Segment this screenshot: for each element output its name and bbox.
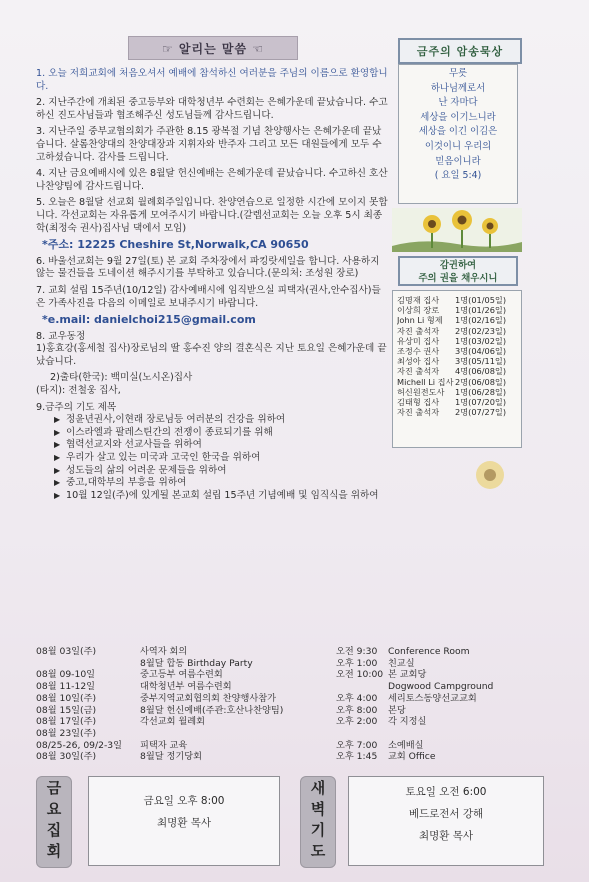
schedule-loc: 교회 Office [388, 751, 436, 763]
church-address: *주소: 12225 Cheshire St,Norwalk,CA 90650 [42, 238, 309, 252]
friday-service-time: 금요일 오후 8:00 [143, 795, 225, 807]
birthday-date: 1명(03/02일) [455, 335, 507, 346]
dawn-prayer-preacher: 최명환 목사 [418, 830, 474, 842]
notice-item-9-title: 9.금주의 기도 제목 [36, 401, 117, 413]
schedule-time: 오후 1:45 [336, 751, 378, 763]
birthday-list [392, 290, 522, 448]
birthday-date: 1명(06/28일) [455, 386, 507, 397]
birthday-row [397, 295, 521, 305]
schedule-date: 08월 03일(주) [36, 646, 97, 657]
notice-item-4: 4. 지난 금요예배시에 있은 8월달 헌신예배는 은혜가운데 끝났습니다. 수고하신 호산나찬양팀에 감사드립니다. [36, 168, 388, 192]
play-arrow-icon: ▶ [54, 440, 61, 450]
schedule-list [36, 646, 546, 763]
schedule-row [36, 751, 546, 763]
schedule-date: 08월 15일(금) [36, 704, 97, 716]
notice-item-8-1: 1)홍효강(홍세철 집사)장로님의 딸 홍수진 양의 결혼식은 지난 토요일 은혜가운데 끝났습니다. [36, 343, 387, 367]
prayer-item: ▶ 성도들의 삶의 어려운 문제들을 위하여 [54, 464, 227, 476]
prayer-item: ▶ 이스라엘과 팔레스틴간의 전쟁이 종료되기를 위해 [54, 426, 273, 438]
verse-line: 하나님께로서 [430, 82, 486, 94]
birthday-row [397, 387, 521, 397]
birthday-name: 자진 출석자 [397, 325, 440, 336]
prayer-item: ▶ 정윤년권사,이현래 장로님등 여러분의 건강을 위하여 [54, 414, 286, 426]
schedule-date: 08월 17일(주) [36, 716, 97, 728]
prayer-list [54, 414, 388, 502]
birthday-date: 1명(02/16일) [455, 315, 507, 326]
prayer-item: ▶ 협력선교지와 선교사들을 위하여 [54, 439, 202, 451]
sunflower-icon [470, 455, 510, 495]
schedule-date: 08월 09-10일 [36, 669, 96, 681]
schedule-date: 08월 30일(주) [36, 751, 97, 763]
schedule-time: 오후 7:00 [336, 739, 378, 751]
schedule-date [36, 658, 140, 670]
birthday-name: 유상미 집사 [397, 335, 440, 346]
schedule-date: 08월 10일(주) [36, 692, 97, 704]
schedule-time [336, 681, 388, 693]
play-arrow-icon: ▶ [54, 478, 61, 488]
schedule-row [36, 681, 546, 693]
schedule-event: 8월달 정기당회 [140, 751, 203, 763]
dawn-prayer-tag: 새벽기도 [300, 776, 336, 868]
schedule-time: 오후 2:00 [336, 716, 378, 728]
schedule-loc: 본당 [388, 704, 406, 716]
notice-item-8-title: 8. 교우동정 [36, 330, 86, 342]
birthday-row [397, 336, 521, 346]
schedule-row [36, 693, 546, 705]
schedule-event: 각선교회 월례회 [140, 716, 206, 728]
notice-item-5: 5. 오늘은 8월달 선교회 월례회주일입니다. 찬양연습으로 일정한 시간에 모이지 못합니다. 각선교회는 자유롭게 모여주시기 바랍니다.(갈렙선교회는 오늘 오후 5시 최종학(최정숙 권사)집사님 댁에서 모임) [36, 197, 388, 234]
birthday-date: 3명(05/11일) [455, 356, 507, 367]
schedule-loc: Conference Room [388, 646, 470, 657]
birthday-title: 감귄하여 주의 권을 채우시니 [398, 256, 518, 286]
schedule-loc: 각 지정실 [388, 716, 427, 728]
verse-line: 세상을 이긴 이김은 [418, 126, 498, 138]
verse-box [398, 64, 518, 204]
schedule-time [336, 728, 388, 740]
schedule-row [36, 646, 546, 658]
schedule-date: 08월 23일(주) [36, 727, 97, 739]
notice-item-3: 3. 지난주일 중부교협의회가 주관한 8.15 광복절 기념 찬양행사는 은혜가운데 끝났습니다. 살롬찬양대의 찬양대장과 지휘자와 반주자 그리고 모든 대원들에게 모두 수고하셨습니다. 감사를 드립니다. [36, 126, 382, 163]
birthday-date: 3명(04/06일) [455, 346, 507, 357]
birthday-row [397, 356, 521, 366]
notice-item-1: 1. 오늘 저희교회에 처음오셔서 예배에 참석하신 여러분을 주님의 이름으로 환영합니다. [36, 68, 388, 92]
verse-reference: ( 요일 5:4) [434, 170, 482, 182]
schedule-event [140, 728, 336, 740]
birthday-name: 최성아 집사 [397, 356, 440, 367]
friday-service-preacher: 최명환 목사 [156, 817, 212, 829]
verse-title: 금주의 암송묵상 [398, 38, 522, 64]
birthday-name: John Li 형제 [397, 315, 443, 326]
dawn-prayer-time: 토요일 오전 6:00 [405, 786, 487, 798]
dawn-prayer-box [348, 776, 544, 866]
schedule-loc: 본 교회당 [388, 669, 427, 681]
schedule-event: 8월달 헌신예배(주관:호산나찬양팀) [140, 704, 284, 716]
play-arrow-icon: ▶ [54, 415, 61, 425]
verse-line: 무릇 [448, 68, 468, 79]
notice-item-6: 6. 바울선교회는 9월 27일(토) 본 교회 주차장에서 파킹랏세일을 합니다. 사용하지 않는 물건들을 도네이션 해주시기를 부탁하고 있습니다.(문의처: 조성원 장로) [36, 255, 380, 280]
birthday-name: Michell Li 집사 [397, 376, 454, 387]
notice-item-7: 7. 교회 설립 15주년(10/12일) 감사예배시에 임직받으실 피택자(권사,안수집사)들은 가족사진을 다음의 이메일로 보내주시기 바랍니다. [36, 284, 381, 309]
schedule-row [36, 705, 546, 717]
birthday-date: 2명(06/08일) [455, 376, 507, 387]
schedule-date: 08월 11-12일 [36, 681, 96, 693]
birthday-name: 조정수 권사 [397, 346, 440, 357]
notice-item-8-2a: 2)출타(한국): 백미실(노시온)집사 [50, 372, 193, 384]
notice-title: ☞ 알리는 말씀 ☜ [128, 36, 298, 60]
birthday-row [397, 377, 521, 387]
schedule-row [36, 658, 546, 670]
birthday-date: 4명(06/08일) [455, 366, 507, 377]
schedule-time: 오전 10:00 [336, 669, 384, 681]
play-arrow-icon: ▶ [54, 453, 61, 463]
sunflower-image [392, 208, 522, 252]
schedule-loc: 소예배실 [388, 739, 424, 751]
schedule-row [36, 716, 546, 728]
schedule-loc: Dogwood Campground [388, 681, 494, 693]
birthday-name: 김태형 집사 [397, 397, 440, 408]
prayer-item: ▶ 10월 12일(주)에 있게될 본교회 설립 15주년 기념예배 및 임직식을 위하여 [54, 489, 379, 501]
schedule-loc: 친교실 [388, 657, 415, 669]
birthday-date: 1명(07/20일) [455, 397, 507, 408]
notice-item-2: 2. 지난주간에 개최된 중고등부와 대학청년부 수련회는 은혜가운데 끝났습니다. 수고하신 진도사님들과 협조해주신 성도님들께 감사드립니다. [36, 97, 388, 121]
play-arrow-icon: ▶ [54, 465, 61, 475]
schedule-time: 오후 1:00 [336, 657, 378, 669]
birthday-date: 2명(07/27일) [455, 407, 507, 418]
schedule-row [36, 728, 546, 740]
notice-item-8-2b: (타지): 전철웅 집사, [36, 385, 121, 397]
dawn-prayer-topic: 베드로전서 강해 [408, 808, 484, 820]
schedule-event: 사역자 회의 [140, 646, 188, 657]
play-arrow-icon: ▶ [54, 490, 61, 500]
birthday-row [397, 346, 521, 356]
birthday-name: 이상희 장로 [397, 305, 440, 316]
schedule-time: 오전 9:30 [336, 646, 378, 657]
schedule-loc [388, 728, 546, 740]
schedule-date: 08/25-26, 09/2-3일 [36, 739, 122, 751]
verse-line: 세상을 이기느니라 [420, 111, 496, 123]
schedule-row [36, 669, 546, 681]
schedule-loc: 세리토스동양선교교회 [388, 692, 477, 704]
birthday-row [397, 366, 521, 376]
schedule-event: 피택자 교육 [140, 739, 188, 751]
birthday-date: 1명(01/05일) [455, 295, 507, 305]
prayer-item: ▶ 중고,대학부의 부흥을 위하여 [54, 477, 187, 489]
birthday-name: 김명재 집사 [397, 295, 440, 305]
schedule-time: 오후 8:00 [336, 704, 378, 716]
birthday-name: 자진 출석자 [397, 407, 440, 418]
play-arrow-icon: ▶ [54, 427, 61, 437]
birthday-date: 2명(02/23일) [455, 325, 507, 336]
birthday-name: 자진 출석자 [397, 366, 440, 377]
schedule-event: 중고등부 여름수련회 [140, 669, 223, 681]
birthday-row [397, 315, 521, 325]
friday-service-box [88, 776, 280, 866]
schedule-event: 대학청년부 여름수련회 [140, 681, 232, 693]
verse-line: 이것이니 우리의 [424, 140, 492, 152]
birthday-date: 1명(01/26일) [455, 305, 507, 316]
verse-line: 믿음이니라 [435, 155, 481, 167]
friday-service-tag: 금요집회 [36, 776, 72, 868]
contact-email: *e.mail: danielchoi215@gmail.com [42, 313, 256, 327]
schedule-row [36, 740, 546, 752]
birthday-row [397, 326, 521, 336]
birthday-row [397, 407, 521, 417]
schedule-time: 오후 4:00 [336, 692, 378, 704]
birthday-name: 허신원전도사 [397, 386, 445, 397]
birthday-row [397, 397, 521, 407]
schedule-event: 8월달 합동 Birthday Party [140, 657, 253, 669]
notice-list [36, 68, 388, 502]
verse-line: 난 자마다 [438, 97, 478, 109]
schedule-event: 중부지역교회협의회 찬양행사참가 [140, 692, 277, 704]
birthday-row [397, 305, 521, 315]
prayer-item: ▶ 우리가 살고 있는 미국과 고국인 한국을 위하여 [54, 452, 261, 464]
